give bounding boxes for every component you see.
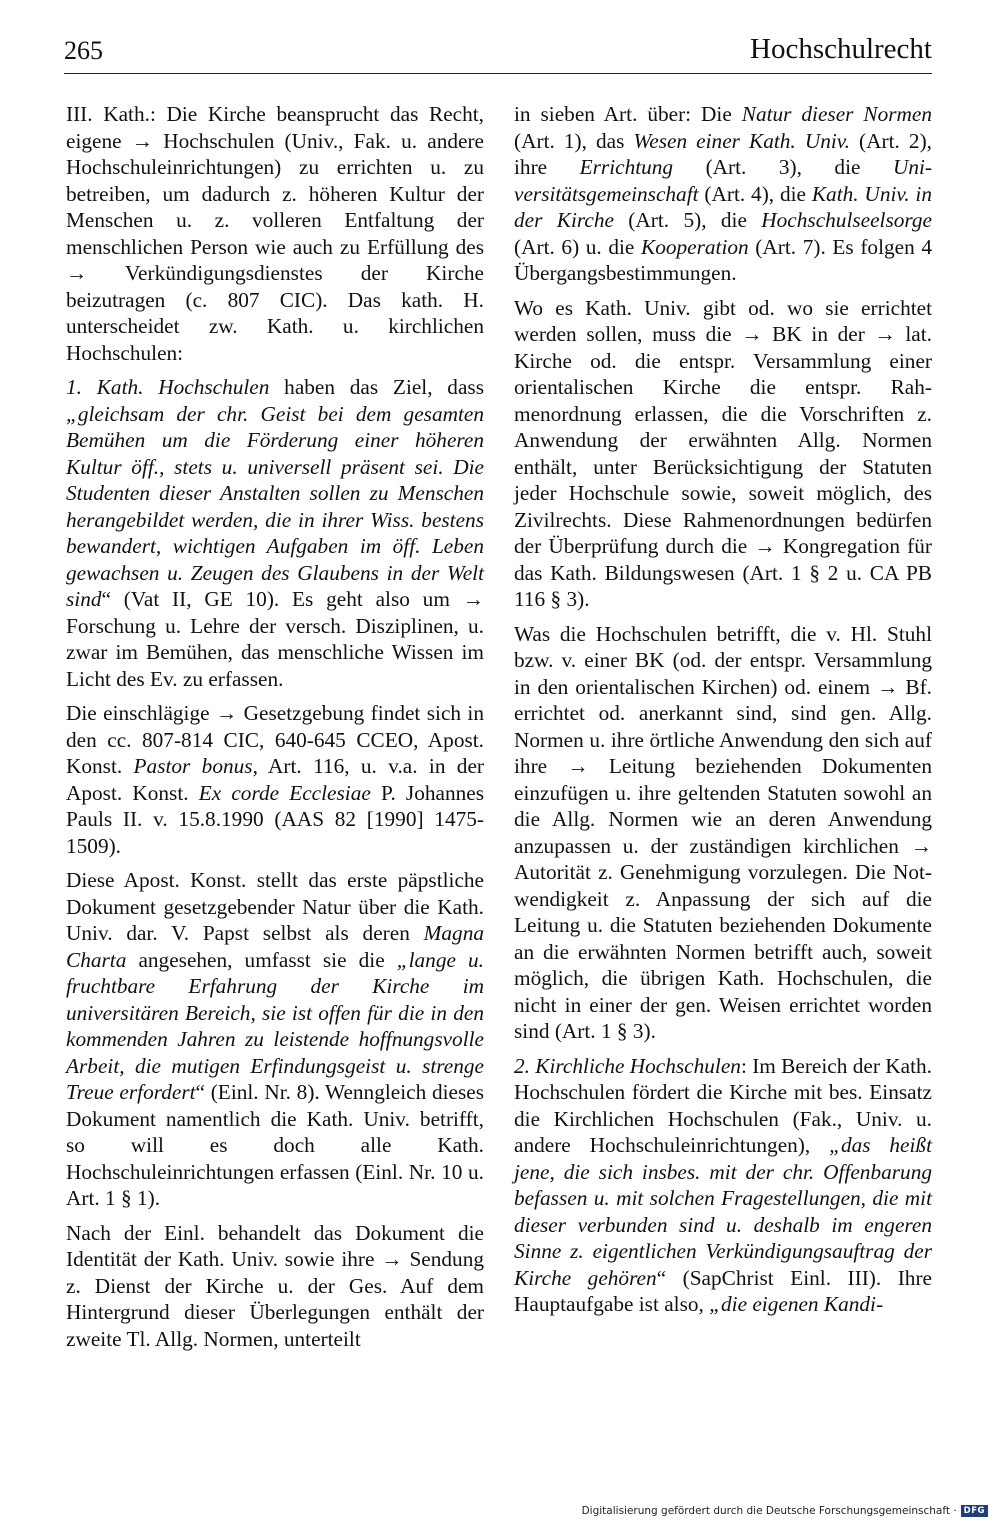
text-run: Die einschlägige → Gesetzgebung findet sich in den cc. 807-814 CIC, 640-645 CCEO, Apost. Konst. (66, 701, 484, 778)
text-run: (Art. 7). Es folgen 4 Übergangsbestimmungen. (514, 234, 932, 285)
paragraph (514, 621, 932, 1045)
text-run: haben das Ziel, dass (269, 375, 484, 399)
page-number: 265 (64, 36, 103, 65)
italic-text: Kath. Univ. in der Kirche (514, 181, 932, 232)
italic-text: „das heißt jene, die sich insbes. mit der chr. Offenbarung befassen u. mit solchen Fragestellungen, die mit dieser verbunden sind u. deshalb im engeren Sinne z. eigentlichen Verkündigungsauftrag der Kirche gehören (514, 1133, 932, 1290)
text-run: Was die Hochschulen betrifft, die v. Hl. Stuhl bzw. v. einer BK (od. der entspr. Versammlung in den orientalischen Kirchen) od. einem → Bf. errichtet od. anerkannt sind, sind gen. Allg. Normen u. ihre örtliche Anwendung den sich auf ihre → Leitung beziehenden Dokumenten einzufügen u. ihre geltenden Statuten sowohl an die Allg. Normen wie an deren Anwendung anzupassen u. der zuständigen kirchlichen → Autorität z. Genehmigung vorzulegen. Die Notwendigkeit z. Anpassung der sich auf die Leitung u. die Statuten beziehenden Dokumente an die erwähnten Normen betrifft auch, soweit möglich, die übrigen Kath. Hochschulen, die nicht in einer der gen. Weisen errichtet worden sind (Art. 1 § 3). (514, 621, 932, 1043)
paragraph (66, 374, 484, 692)
italic-text: 2. Kirchliche Hochschulen (514, 1053, 741, 1078)
footer (582, 1505, 988, 1517)
dfg-logo: DFG (961, 1505, 988, 1517)
italic-text: Pastor bonus (133, 754, 253, 778)
paragraph (66, 867, 484, 1212)
text-run: : Im Bereich der Kath. Hochschulen fördert die Kirche mit bes. Einsatz die Kirchlichen Hochschulen (Fak., Univ. u. andere Hochschuleinrichtungen), (514, 1053, 932, 1157)
paragraph (514, 1053, 932, 1318)
text-run: (Art. 5), die (613, 208, 762, 232)
text-run: , Art. 116, u. v.a. in der Apost. Konst. (66, 754, 484, 805)
running-title: Hochschulrecht (750, 33, 932, 65)
italic-text: Errichtung (579, 155, 674, 179)
text-run: “ (Vat II, GE 10). Es geht also um → Forschung u. Lehre der versch. Disziplinen, u. zwar im Bemühen, das menschliche Wissen im Licht des Ev. zu erfassen. (66, 587, 484, 691)
text-run: Diese Apost. Konst. stellt das erste päpstliche Dokument gesetzgebender Natur über die Kath. Univ. dar. V. Papst selbst als deren (66, 868, 484, 945)
text-run: angesehen, umfasst sie die (126, 947, 397, 972)
text-run: Wo es Kath. Univ. gibt od. wo sie errichtet werden sollen, muss die → BK in der → lat. Kirche od. die entspr. Versammlung einer orientalischen Kirche die entspr. Rahmenordnung erlassen, die die Vorschriften z. Anwendung der erwähnten Allg. Normen enthält, unter Berücksichtigung der Statuten jeder Hochschule sowie, soweit möglich, des Zivilrechts. Diese Rahmenordnungen bedürfen der Überprüfung durch die → Kongregation für das Kath. Bildungswesen (Art. 1 § 2 u. CA PB 116 § 3). (514, 295, 932, 611)
paragraph (66, 1220, 484, 1353)
text-run: in sieben Art. über: Die (514, 102, 742, 126)
paragraph (66, 101, 484, 366)
italic-text: „gleichsam der chr. Geist bei dem gesamten Bemühen um die Förderung einer höheren Kultur öff., stets u. universell präsent sei. Die Studenten dieser Anstalten sollen zu Menschen herangebildet werden, die in ihrer Wiss. bestens bewandert, wichtigen Aufgaben im öff. Leben gewachsen u. Zeugen des Glaubens in der Welt sind (66, 401, 484, 611)
text-run: (Art. 1), das (514, 128, 634, 153)
italic-text: Natur dieser Normen (741, 102, 932, 126)
paragraph (66, 700, 484, 859)
italic-text: Magna Charta (66, 921, 484, 972)
italic-text: Wesen einer Kath. Univ. (633, 128, 850, 153)
italic-text: 1. Kath. Hochschulen (66, 375, 270, 399)
text-run: “ (SapChrist Einl. III). Ihre Hauptaufgabe ist also, (514, 1265, 932, 1316)
italic-text: „die eigenen Kandi- (709, 1292, 884, 1316)
text-run: III. Kath.: Die Kirche beansprucht das Recht, eigene → Hochschulen (Univ., Fak. u. andere Hochschuleinrichtungen) zu errichten u. zu betreiben, um dadurch z. höheren Kultur der Menschen u. z. volleren Entfaltung der menschlichen Person wie auch zu Erfüllung des → Verkündigungsdienstes der Kirche beizutragen (c. 807 CIC). Das kath. H. unterscheidet zw. Kath. u. kirchlichen Hochschulen: (66, 102, 484, 365)
footer-credit: Digitalisierung gefördert durch die Deutsche Forschungsgemeinschaft · (581, 1505, 957, 1517)
italic-text: Hochschulseelsorge (761, 208, 933, 232)
right-column (514, 101, 932, 1318)
text-run: (Art. 3), die (673, 155, 893, 179)
text-run: P. Johannes Pauls II. v. 15.8.1990 (AAS 82 [1990] 1475-1509). (66, 780, 485, 858)
header-rule (64, 73, 932, 74)
italic-text: Ex corde Ecclesiae (198, 780, 371, 805)
text-run: (Art. 2), ihre (514, 128, 932, 179)
paragraph (514, 101, 932, 287)
italic-text: Universitätsgemeinschaft (514, 155, 932, 206)
text-run: Nach der Einl. behandelt das Dokument die Identität der Kath. Univ. sowie ihre → Sendung z. Dienst der Kirche u. der Ges. Auf dem Hintergrund dieser Überlegungen enthält der zweite Tl. Allg. Normen, unterteilt (66, 1220, 484, 1351)
italic-text: Kooperation (641, 234, 749, 259)
text-run: (Art. 6) u. die (514, 234, 642, 259)
text-run: (Art. 4), die (698, 181, 812, 206)
left-column (66, 101, 484, 1352)
italic-text: „lange u. fruchtbare Erfahrung der Kirche im universitären Bereich, sie ist offen für die in den kommenden Jahren zu leistende hoffnungsvolle Arbeit, die mutigen Erfindungsgeist u. strenge Treue erfordert (66, 947, 484, 1104)
paragraph (514, 295, 932, 613)
text-run: “ (Einl. Nr. 8). Wenngleich dieses Dokument namentlich die Kath. Univ. betrifft, so will es doch alle Kath. Hochschuleinrichtungen erfassen (Einl. Nr. 10 u. Art. 1 § 1). (66, 1080, 484, 1210)
